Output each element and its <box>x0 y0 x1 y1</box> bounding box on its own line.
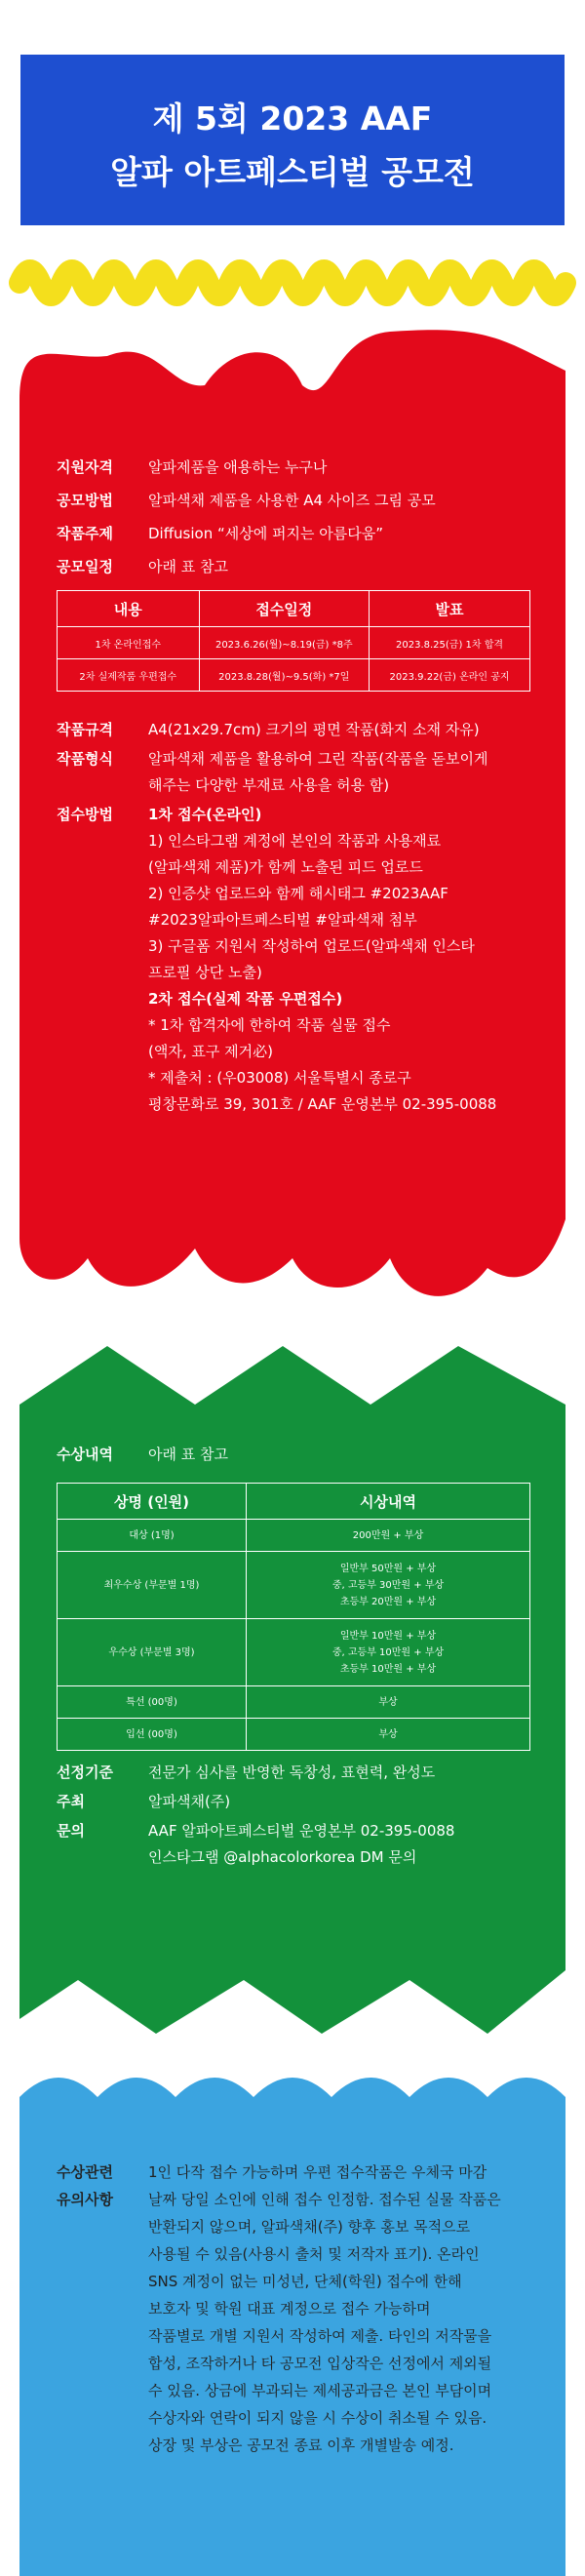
award-table <box>57 1483 530 1751</box>
table-cell <box>247 1619 530 1686</box>
method-line: #2023알파아트페스티벌 #알파색채 첨부 <box>148 911 417 929</box>
contact-label: 문의 <box>57 1822 85 1840</box>
title-line-1: 제 5회 2023 AAF <box>152 99 433 138</box>
notice-line: 상장 및 부상은 공모전 종료 이후 개별발송 예정. <box>148 2437 454 2454</box>
table-row <box>58 1619 530 1686</box>
green-detail-block <box>57 1760 544 1871</box>
yellow-wave-shape <box>20 270 566 296</box>
notice-line: 날짜 당일 소인에 인해 접수 인정함. 접수된 실물 작품은 <box>148 2191 501 2208</box>
title-banner <box>20 55 565 225</box>
info-row <box>57 455 544 481</box>
notice-line: 보호자 및 학원 대표 계정으로 접수 가능하며 <box>148 2300 431 2318</box>
format-row <box>57 746 554 799</box>
method-label: 접수방법 <box>57 806 113 823</box>
info-row <box>57 521 544 547</box>
title-line-2: 알파 아트페스티벌 공모전 <box>110 153 475 191</box>
schedule-table <box>57 590 530 692</box>
table-header: 접수일정 <box>199 591 370 627</box>
table-cell: 1차 온라인접수 <box>58 627 200 659</box>
host-value: 알파색채(주) <box>148 1793 231 1810</box>
notice-text <box>148 2159 567 2459</box>
method-value <box>148 802 554 1118</box>
table-header: 시상내역 <box>247 1484 530 1520</box>
spec-label: 작품규격 <box>57 721 113 738</box>
prize-line: 중, 고등부 10만원 + 부상 <box>332 1646 445 1658</box>
method-line: 1차 접수(온라인) <box>148 806 262 823</box>
prize-line: 초등부 20만원 + 부상 <box>339 1596 437 1607</box>
table-row <box>58 627 530 659</box>
prize-line: 초등부 10만원 + 부상 <box>339 1663 437 1675</box>
table-row <box>58 1719 530 1751</box>
table-row <box>58 1686 530 1719</box>
table-cell: 대상 (1명) <box>58 1520 247 1552</box>
method-line: 평창문화로 39, 301호 / AAF 운영본부 02-395-0088 <box>148 1095 497 1113</box>
format-line: 해주는 다양한 부재료 사용을 허용 함) <box>148 776 390 794</box>
method-row <box>57 802 554 1118</box>
table-cell: 2차 실제작품 우편접수 <box>58 659 200 692</box>
table-cell: 특선 (00명) <box>58 1686 247 1719</box>
spec-row <box>57 717 554 743</box>
notice-label-line: 유의사항 <box>57 2191 113 2208</box>
info-row <box>57 554 544 580</box>
info-value: 알파제품을 애용하는 누구나 <box>148 458 328 476</box>
notice-line: 수상자와 연락이 되지 않을 시 수상이 취소될 수 있음. <box>148 2409 488 2427</box>
table-header-row <box>58 591 530 627</box>
table-cell: 우수상 (부문별 3명) <box>58 1619 247 1686</box>
contact-row <box>57 1818 544 1871</box>
criteria-row <box>57 1760 544 1786</box>
table-cell: 입선 (00명) <box>58 1719 247 1751</box>
table-row <box>58 659 530 692</box>
table-cell: 2023.6.26(월)~8.19(금) *8주 <box>199 627 370 659</box>
award-row <box>57 1442 544 1468</box>
format-label: 작품형식 <box>57 750 113 768</box>
info-value: 알파색채 제품을 사용한 A4 사이즈 그림 공모 <box>148 492 436 509</box>
table-row <box>58 1520 530 1552</box>
host-row <box>57 1789 544 1815</box>
format-line: 알파색채 제품을 활용하여 그린 작품(작품을 돋보이게 <box>148 750 488 768</box>
notice-label <box>57 2159 144 2213</box>
table-header: 내용 <box>58 591 200 627</box>
table-header: 상명 (인원) <box>58 1484 247 1520</box>
prize-line: 일반부 50만원 + 부상 <box>339 1563 437 1574</box>
info-label: 공모방법 <box>57 492 113 509</box>
table-cell: 200만원 + 부상 <box>247 1520 530 1552</box>
table-header-row <box>58 1484 530 1520</box>
table-cell: 2023.8.28(월)~9.5(화) *7일 <box>199 659 370 692</box>
method-line: * 1차 합격자에 한하여 작품 실물 접수 <box>148 1016 391 1034</box>
table-cell: 부상 <box>247 1719 530 1751</box>
info-label: 공모일정 <box>57 558 113 575</box>
method-line: * 제출처 : (우03008) 서울특별시 종로구 <box>148 1069 411 1087</box>
method-line: 2) 인증샷 업로드와 함께 해시태그 #2023AAF <box>148 885 448 902</box>
method-line: (액자, 표구 제거必) <box>148 1043 273 1060</box>
prize-line: 일반부 10만원 + 부상 <box>339 1630 437 1642</box>
info-row <box>57 488 544 514</box>
contact-value <box>148 1818 544 1871</box>
table-cell: 부상 <box>247 1686 530 1719</box>
prize-line: 중, 고등부 30만원 + 부상 <box>332 1579 445 1591</box>
criteria-label: 선정기준 <box>57 1764 113 1781</box>
red-detail-block <box>57 717 554 1118</box>
table-cell: 2023.9.22(금) 온라인 공지 <box>370 659 530 692</box>
award-label: 수상내역 <box>57 1446 113 1463</box>
method-line: 2차 접수(실제 작품 우편접수) <box>148 990 343 1008</box>
info-value: 아래 표 참고 <box>148 558 228 575</box>
method-line: (알파색채 제품)가 함께 노출된 피드 업로드 <box>148 858 423 876</box>
host-label: 주최 <box>57 1793 85 1810</box>
table-header: 발표 <box>370 591 530 627</box>
award-value: 아래 표 참고 <box>148 1446 228 1463</box>
spec-value: A4(21x29.7cm) 크기의 평면 작품(화지 소재 자유) <box>148 721 480 738</box>
method-line: 3) 구글폼 지원서 작성하여 업로드(알파색채 인스타 <box>148 937 475 955</box>
table-cell: 2023.8.25(금) 1차 합격 <box>370 627 530 659</box>
notice-line: 작품별로 개별 지원서 작성하여 제출. 타인의 저작물을 <box>148 2327 492 2345</box>
contact-line: 인스타그램 @alphacolorkorea DM 문의 <box>148 1848 417 1866</box>
info-label: 작품주제 <box>57 525 113 542</box>
info-value: Diffusion “세상에 퍼지는 아름다움” <box>148 525 383 542</box>
notice-line: 수 있음. 상금에 부과되는 제세공과금은 본인 부담이며 <box>148 2382 492 2399</box>
table-cell: 최우수상 (부문별 1명) <box>58 1552 247 1619</box>
notice-line: SNS 계정이 없는 미성년, 단체(학원) 접수에 한해 <box>148 2273 462 2290</box>
notice-line: 사용될 수 있음(사용시 출처 및 저작자 표기). 온라인 <box>148 2245 480 2263</box>
red-info-block <box>57 455 544 580</box>
notice-line: 반환되지 않으며, 알파색채(주) 향후 홍보 목적으로 <box>148 2218 471 2236</box>
method-line: 프로필 상단 노출) <box>148 964 262 981</box>
notice-label-line: 수상관련 <box>57 2163 113 2181</box>
criteria-value: 전문가 심사를 반영한 독창성, 표현력, 완성도 <box>148 1764 436 1781</box>
table-cell <box>247 1552 530 1619</box>
format-value <box>148 746 554 799</box>
info-label: 지원자격 <box>57 458 113 476</box>
table-row <box>58 1552 530 1619</box>
notice-line: 합성, 조작하거나 타 공모전 입상작은 선정에서 제외될 <box>148 2355 492 2372</box>
method-line: 1) 인스타그램 계정에 본인의 작품과 사용재료 <box>148 832 442 850</box>
contact-line: AAF 알파아트페스티벌 운영본부 02-395-0088 <box>148 1822 455 1840</box>
notice-line: 1인 다작 접수 가능하며 우편 접수작품은 우체국 마감 <box>148 2163 488 2181</box>
